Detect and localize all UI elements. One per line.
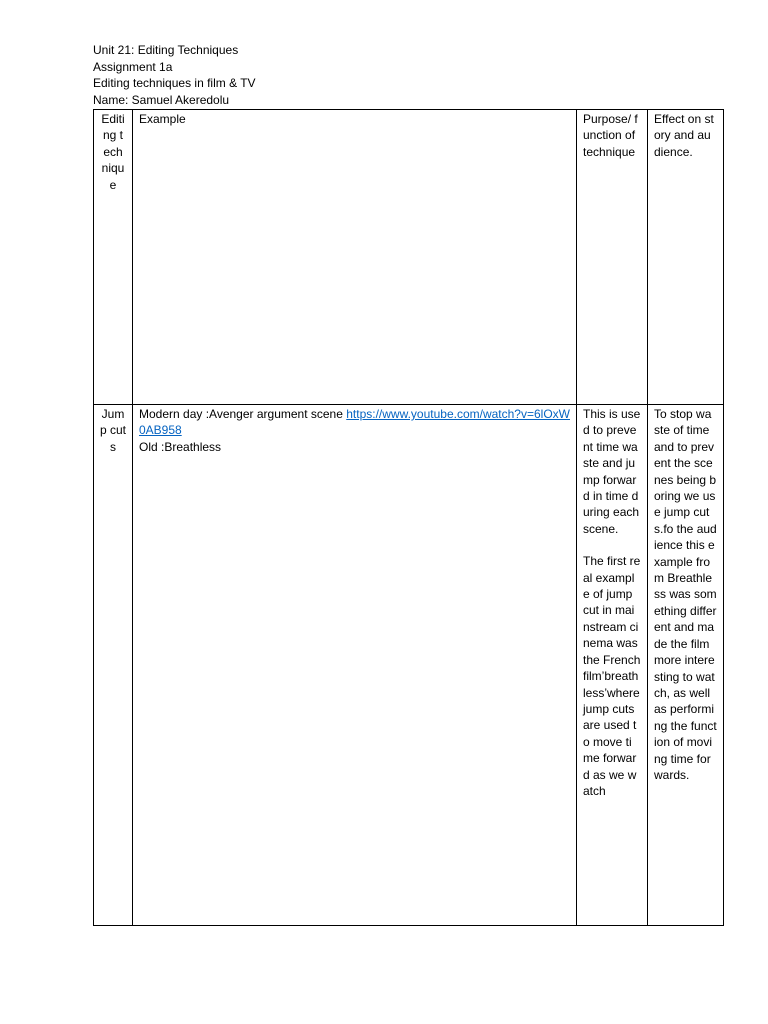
purpose-paragraph-1: This is used to prevent time waste and jump forward in time during each scene. (583, 407, 641, 536)
youtube-link[interactable]: https://www.youtube.com/watch?v=6lOxW0AB958 (139, 407, 570, 438)
header-effect: Effect on story and audience. (648, 110, 724, 405)
table-header-row (94, 110, 724, 405)
example-modern-label: Modern day :Avenger argument scene (139, 407, 347, 421)
header-purpose: Purpose/ function of technique (577, 110, 648, 405)
example-modern (139, 406, 570, 439)
purpose-cell (577, 405, 648, 926)
unit-title: Unit 21: Editing Techniques (93, 43, 239, 57)
purpose-paragraph-2: The first real example of jump cut in mainstream cinema was the French film’breathless’where jump cuts are used to move time forward as we watch (583, 554, 641, 798)
assignment-label: Assignment 1a (93, 59, 173, 74)
document-header (93, 42, 256, 108)
table-row (94, 405, 724, 926)
header-technique: Editing technique (94, 110, 133, 405)
effect-cell: To stop waste of time and to prevent the scenes being boring we use jump cuts.fo the audience this example from Breathless was something different and made the film more interesting to watch, as well as performing the function of moving time forwards. (648, 405, 724, 926)
student-name: Name: Samuel Akeredolu (93, 92, 230, 107)
assignment-subtitle: Editing techniques in film & TV (93, 76, 256, 90)
example-old: Old :Breathless (139, 439, 222, 454)
example-cell (133, 405, 577, 926)
technique-cell: Jump cuts (94, 405, 133, 926)
editing-techniques-table (93, 109, 724, 926)
header-example: Example (133, 110, 577, 405)
